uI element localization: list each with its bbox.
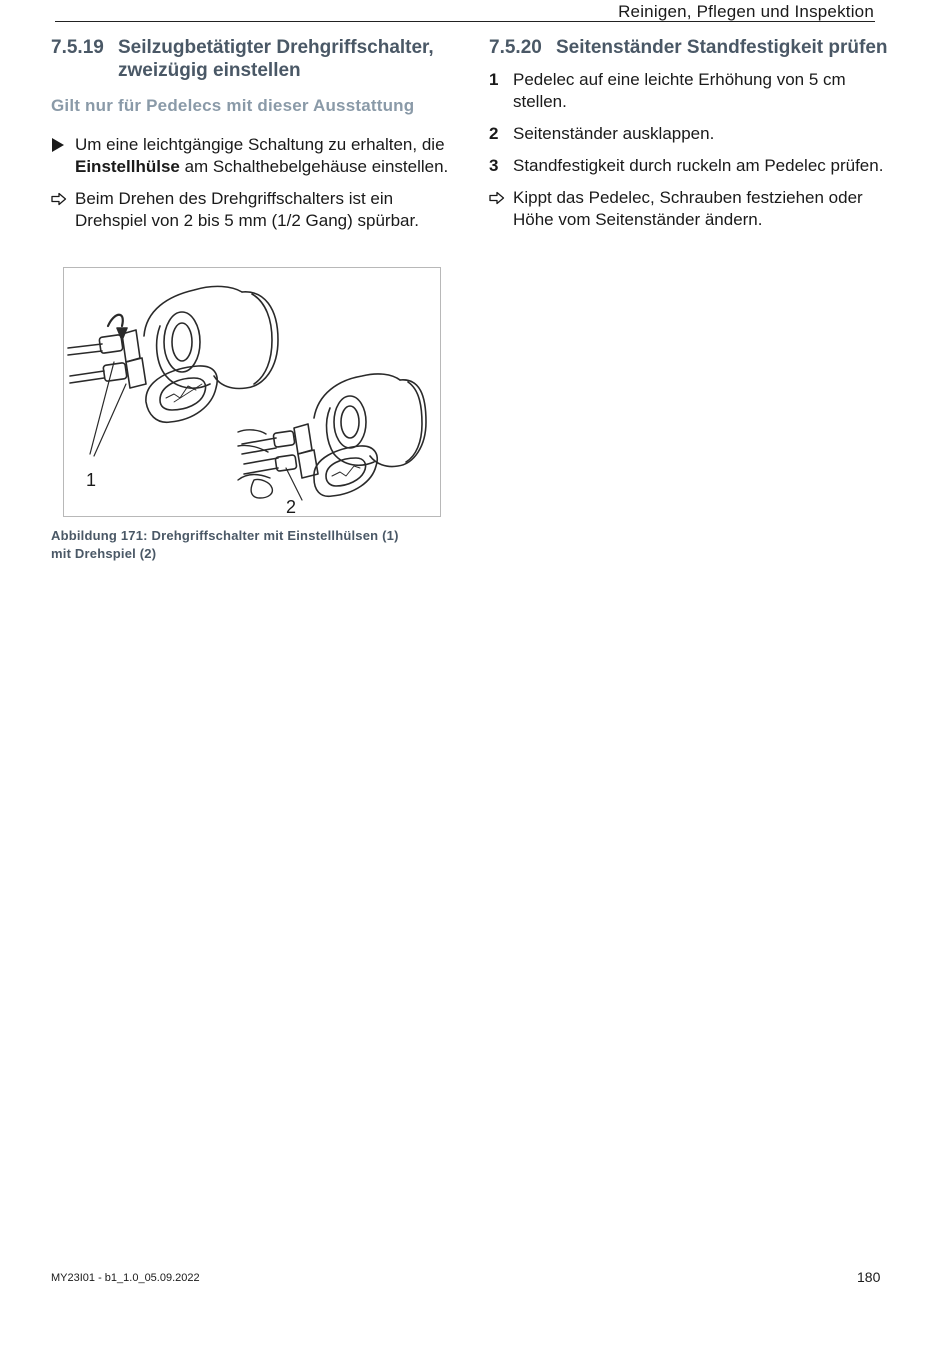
header-divider	[55, 21, 875, 22]
step-number: 2	[489, 124, 499, 143]
twist-shifter-illustration	[64, 268, 440, 516]
play-triangle-icon	[51, 134, 75, 178]
step-text: Seitenständer ausklappen.	[513, 124, 715, 143]
instruction-emphasis: Einstellhülse	[75, 157, 180, 176]
result-arrow-icon	[51, 188, 75, 232]
section-heading-7-5-20	[489, 36, 889, 59]
step-number: 1	[489, 70, 499, 89]
caption-line: mit Drehspiel (2)	[51, 546, 157, 561]
result-text: Kippt das Pedelec, Schrauben festziehen oder Höhe vom Seitenständer ändern.	[513, 188, 863, 229]
running-header: Reinigen, Pflegen und Inspektion	[618, 2, 874, 21]
result-arrow-icon	[489, 187, 513, 231]
section-title: Seitenständer Standfestigkeit prüfen	[556, 37, 888, 58]
right-column	[489, 36, 889, 231]
result-text: Beim Drehen des Drehgriffschalters ist ein Drehspiel von 2 bis 5 mm (1/2 Gang) spürbar.	[75, 189, 419, 230]
result-step	[489, 187, 889, 231]
applicability-note: Gilt nur für Pedelecs mit dieser Ausstattung	[51, 96, 415, 115]
section-number: 7.5.20	[489, 37, 542, 58]
result-step	[51, 188, 451, 232]
caption-line: Abbildung 171: Drehgriffschalter mit Einstellhülsen (1)	[51, 528, 399, 543]
section-title: Seilzugbetätigter Drehgriffschalter, zweizügig einstellen	[118, 37, 434, 81]
left-column	[51, 36, 451, 232]
instruction-text	[75, 134, 451, 178]
figure-caption	[51, 527, 451, 563]
numbered-step	[489, 123, 889, 145]
numbered-step	[489, 69, 889, 113]
instruction-text-part: Um eine leichtgängige Schaltung zu erhalten, die	[75, 135, 445, 154]
section-number: 7.5.19	[51, 37, 104, 58]
numbered-step	[489, 155, 889, 177]
footer-doc-id: MY23I01 - b1_1.0_05.09.2022	[51, 1272, 200, 1284]
step-text: Standfestigkeit durch ruckeln am Pedelec prüfen.	[513, 156, 884, 175]
instruction-step	[51, 134, 451, 178]
figure-label-2: 2	[286, 497, 297, 516]
step-text: Pedelec auf eine leichte Erhöhung von 5 cm stellen.	[513, 70, 846, 111]
figure-label-1: 1	[86, 470, 97, 490]
page-number: 180	[857, 1269, 881, 1285]
figure-twist-shifter	[63, 267, 441, 517]
section-heading-7-5-19	[51, 36, 451, 82]
step-number: 3	[489, 156, 499, 175]
instruction-text-part: am Schalthebelgehäuse einstellen.	[179, 157, 449, 176]
